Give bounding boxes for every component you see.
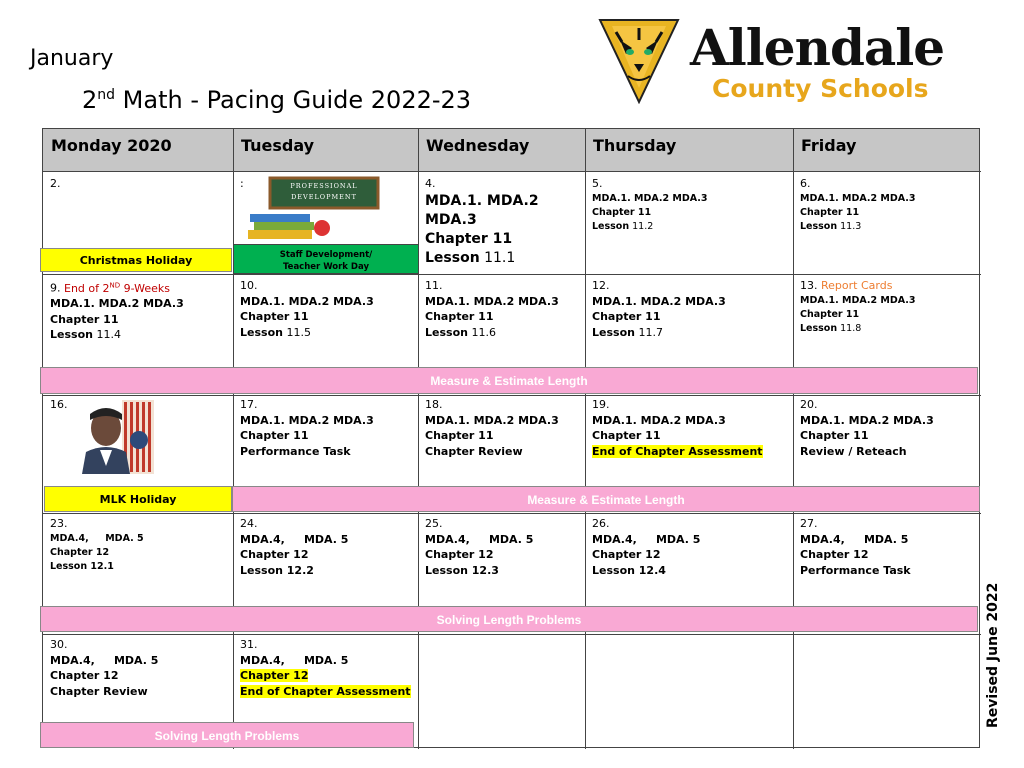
cell-jan-3: : [240,177,244,190]
grid-line [793,129,794,749]
chapter: Chapter 11 [800,206,860,218]
col-header-thursday: Thursday [585,129,793,171]
date-label: 24. [240,517,258,530]
standards: MDA.1. MDA.2 MDA.3 [425,413,559,427]
lesson-number: 11.5 [282,325,311,339]
standards: MDA.1. MDA.2 MDA.3 [50,297,184,311]
mlk-portrait-icon [82,400,154,474]
standards: MDA.1. MDA.2 MDA.3 [592,192,708,204]
cell-jan-11 [425,278,559,340]
date-label: 23. [50,517,68,530]
cell-jan-9 [50,278,184,343]
staff-line-2: Teacher Work Day [283,262,369,272]
lesson-number: 11.3 [837,220,862,232]
date-label: 18. [425,398,443,411]
chapter: Chapter 12 [592,548,661,561]
standards: MDA.4, MDA. 5 [240,532,349,546]
chapter: Chapter 12 [240,669,309,682]
chapter: Chapter 11 [50,312,119,326]
cell-jan-2: 2. [50,177,61,190]
date-label: 4. [425,177,436,190]
lesson-label: Lesson [425,249,480,266]
standards: MDA.4, MDA. 5 [592,532,701,546]
task: End of Chapter Assessment [592,444,763,458]
col-header-monday: Monday 2020 [43,129,233,171]
chapter: Chapter 12 [50,669,119,682]
lesson-label: Lesson [592,325,635,339]
professional-development-icon [240,176,380,242]
chapter: Chapter 11 [800,429,869,442]
chapter: Chapter 11 [425,310,494,323]
cell-jan-27 [800,516,911,578]
date-label: 20. [800,398,818,411]
task: Performance Task [800,563,911,577]
date-label: 13. [800,279,818,292]
logo-text-county: County Schools [712,74,929,103]
chapter: Chapter 11 [240,310,309,323]
standards: MDA.4, MDA. 5 [425,532,534,546]
date-label: 30. [50,638,68,651]
standards: MDA.3 [425,211,477,228]
pd-board-text: PROFESSIONAL DEVELOPMENT [290,182,358,201]
cell-jan-12 [592,278,726,340]
christmas-holiday-label: Christmas Holiday [40,248,232,272]
grid-line [43,513,981,514]
cell-jan-4 [425,176,539,268]
cell-jan-23 [50,516,144,574]
task: Chapter Review [425,444,523,458]
tiger-logo-icon [598,18,680,104]
lesson: Lesson 12.3 [425,563,499,577]
chapter: Chapter 11 [592,310,661,323]
grid-line [585,129,586,749]
date-label: 19. [592,398,610,411]
standards: MDA.1. MDA.2 MDA.3 [800,192,916,204]
lesson-label: Lesson [800,322,838,334]
lesson-label: Lesson [592,220,630,232]
date-label: 31. [240,638,258,651]
standards: MDA.1. MDA.2 MDA.3 [800,294,916,306]
unit-band-measure: Measure & Estimate Length [40,367,978,394]
cell-jan-26 [592,516,700,578]
cell-jan-17 [240,397,374,459]
lesson-label: Lesson [50,328,93,342]
standards: MDA.1. MDA.2 MDA.3 [592,294,726,308]
standards: MDA.1. MDA.2 MDA.3 [425,294,559,308]
grid-line [233,129,234,749]
cell-jan-6 [800,176,915,234]
date-label: 11. [425,279,443,292]
lesson-number: 11.7 [634,325,663,339]
lesson-number: 11.6 [467,325,496,339]
unit-band-solving-2: Solving Length Problems [40,722,414,748]
date-label: 9. [50,281,61,295]
standards: MDA.1. MDA.2 MDA.3 [800,413,934,427]
grid-line [43,634,981,635]
chapter: Chapter 12 [50,546,110,558]
chapter: Chapter 12 [240,548,309,561]
standards: MDA.1. MDA.2 MDA.3 [240,294,374,308]
chapter: Chapter 11 [425,230,513,247]
chapter: Chapter 11 [800,308,860,320]
date-label: 17. [240,398,258,411]
date-label: 6. [800,177,811,190]
date-label: 25. [425,517,443,530]
staff-line-1: Staff Development/ [279,250,373,260]
col-header-tuesday: Tuesday [233,129,418,171]
page-title: 2nd Math - Pacing Guide 2022-23 [82,86,472,114]
lesson: Lesson 12.2 [240,563,314,577]
standards: MDA.4, MDA. 5 [240,653,349,667]
logo-text-allendale: Allendale [690,18,945,77]
lesson-label: Lesson [800,220,838,232]
month-label: January [30,46,114,71]
standards: MDA.4, MDA. 5 [50,653,159,667]
lesson: Lesson 12.4 [592,563,666,577]
lesson-number: 11.8 [837,322,862,334]
lesson-label: Lesson [425,325,468,339]
unit-band-measure-2: Measure & Estimate Length [232,486,980,512]
standards: MDA.4, MDA. 5 [50,532,144,544]
chapter: Chapter 11 [592,206,652,218]
end-of-9-weeks-note: End of 2ND 9-Weeks [64,281,171,295]
cell-jan-30 [50,637,158,699]
standards: MDA.1. MDA.2 [425,192,539,209]
date-label: 27. [800,517,818,530]
cell-jan-16: 16. [50,398,68,411]
grid-line [43,274,981,275]
lesson-label: Lesson [240,325,283,339]
date-label: 26. [592,517,610,530]
col-header-friday: Friday [793,129,979,171]
standards: MDA.1. MDA.2 MDA.3 [592,413,726,427]
report-cards-note: Report Cards [821,279,893,292]
date-label: 10. [240,279,258,292]
cell-jan-18 [425,397,559,459]
mlk-holiday-label: MLK Holiday [44,486,232,512]
date-label: 12. [592,279,610,292]
chapter: Chapter 12 [425,548,494,561]
lesson-number: 11.2 [629,220,654,232]
date-label: 5. [592,177,603,190]
cell-jan-5 [592,176,707,234]
cell-jan-19 [592,397,763,459]
chapter: Chapter 11 [425,429,494,442]
task: Performance Task [240,444,351,458]
revised-note: Revised June 2022 [985,582,1001,728]
task: Chapter Review [50,684,148,698]
cell-jan-24 [240,516,348,578]
lesson: Lesson 12.1 [50,560,114,572]
lesson-number: 11.4 [92,328,121,342]
task: End of Chapter Assessment [240,684,411,698]
cell-jan-13 [800,278,915,336]
chapter: Chapter 11 [240,429,309,442]
standards: MDA.4, MDA. 5 [800,532,909,546]
unit-band-solving: Solving Length Problems [40,606,978,632]
grid-line [43,171,981,172]
task: Review / Reteach [800,444,907,458]
cell-jan-10 [240,278,374,340]
grid-line [418,129,419,749]
chapter: Chapter 11 [592,429,661,442]
standards: MDA.1. MDA.2 MDA.3 [240,413,374,427]
staff-development-label [233,244,419,274]
lesson-number: 11.1 [479,249,516,266]
cell-jan-31 [240,637,411,699]
chapter: Chapter 12 [800,548,869,561]
grid-line [43,395,981,396]
cell-jan-20 [800,397,934,459]
cell-jan-25 [425,516,533,578]
col-header-wednesday: Wednesday [418,129,585,171]
